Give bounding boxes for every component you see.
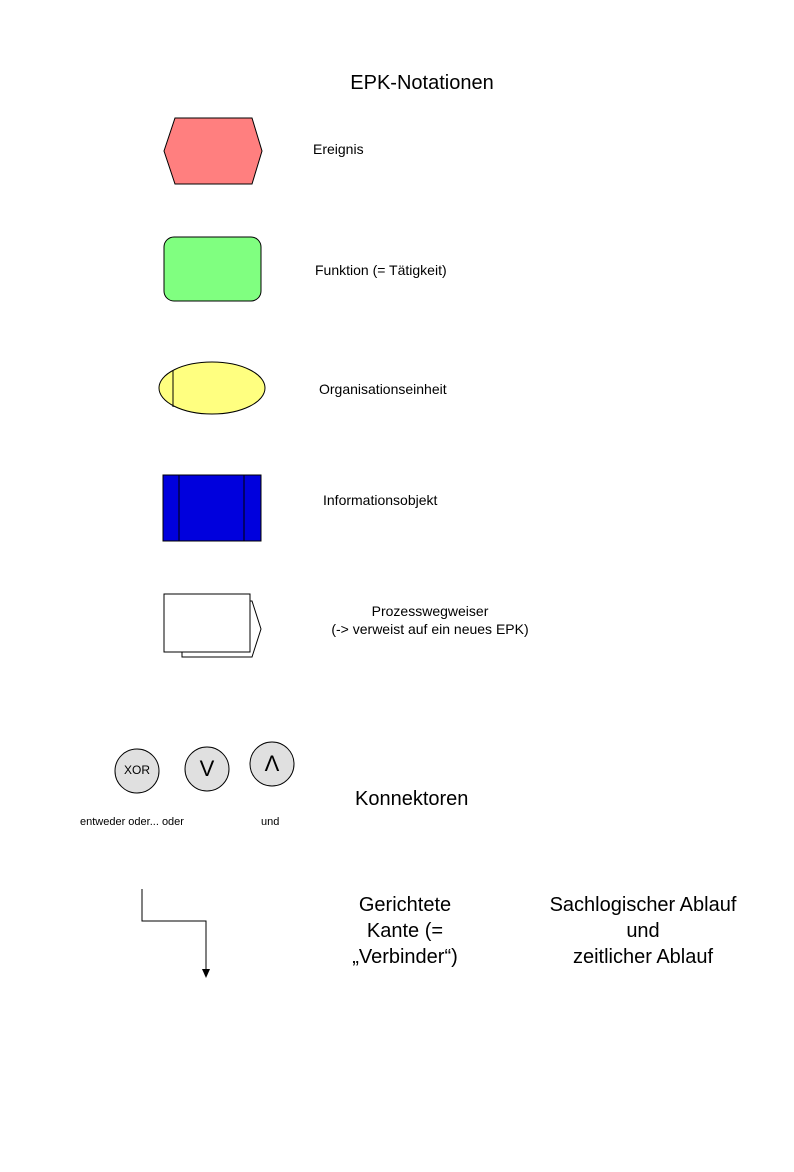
and-connector-caption: und [261, 816, 280, 828]
org-unit-label: Organisationseinheit [319, 381, 447, 397]
edge-label-line-2: Kante (= [366, 920, 444, 942]
flow-label-line-1: Sachlogischer Ablauf [549, 894, 737, 916]
xor-connector-symbol: XOR [123, 763, 150, 777]
or-connector-symbol: V [199, 756, 215, 781]
flow-label [520, 892, 766, 970]
org-unit-shape [159, 362, 265, 414]
flow-label-line-3: zeitlicher Ablauf [572, 946, 714, 968]
event-shape [164, 118, 262, 184]
process-path-label-line-1: Prozesswegweiser [371, 603, 489, 619]
edge-label-line-3: „Verbinder“) [352, 946, 458, 968]
process-path-label-line-2: (-> verweist auf ein neues EPK) [331, 621, 529, 637]
xor-connector-caption: entweder oder... oder [80, 816, 184, 828]
info-object-shape [163, 475, 261, 541]
edge-label [320, 892, 490, 970]
process-path-shape [164, 594, 250, 652]
flow-label-line-2: und [626, 920, 660, 942]
directed-edge-arrowhead [202, 969, 210, 978]
function-label: Funktion (= Tätigkeit) [315, 262, 447, 278]
directed-edge-line [142, 889, 206, 970]
and-connector-symbol: Λ [264, 751, 280, 776]
page-title: EPK-Notationen [350, 72, 494, 94]
edge-label-line-1: Gerichtete [358, 894, 452, 916]
info-object-label: Informationsobjekt [323, 492, 438, 508]
connectors-heading: Konnektoren [355, 788, 469, 810]
function-shape [164, 237, 261, 301]
event-label: Ereignis [313, 141, 364, 157]
